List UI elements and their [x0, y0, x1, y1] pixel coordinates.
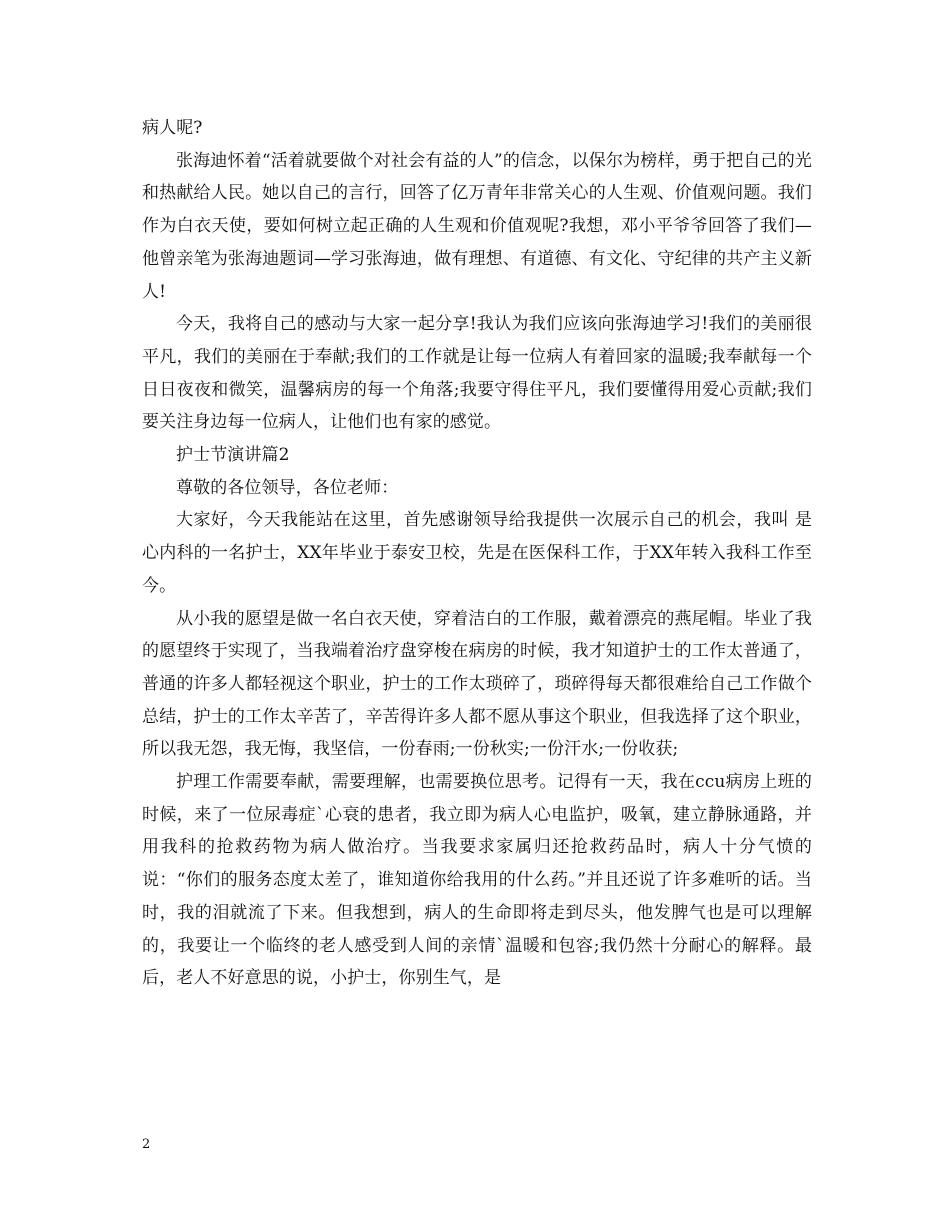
document-body: [142, 112, 812, 995]
salutation: 尊敬的各位领导，各位老师：: [176, 477, 399, 498]
paragraph-nursing-dedication: 护理工作需要奉献，需要理解，也需要换位思考。记得有一天，我在ccu病房上班的时候，来了一位尿毒症`心衰的患者，我立即为病人心电监护，吸氧，建立静脉通路，并用我科的抢救药物为病人做治疗。当我要求家属归还抢救药品时，病人十分气愤的说：“你们的服务态度太差了，谁知道你给我用的什么药。”并且还说了许多难听的话。当时，我的泪就流了下来。但我想到，病人的生命即将走到尽头，他发脾气也是可以理解的，我要让一个临终的老人感受到人间的亲情`温暖和包容;我仍然十分耐心的解释。最后，老人不好意思的说，小护士，你别生气，是: [142, 772, 812, 989]
page-number: 2: [142, 1137, 151, 1152]
paragraph-share-feelings: 今天，我将自己的感动与大家一起分享!我认为我们应该向张海迪学习!我们的美丽很平凡，我们的美丽在于奉献;我们的工作就是让每一位病人有着回家的温暖;我奉献每一个日日夜夜和微笑，温馨病房的每一个角落;我要守得住平凡，我们要懂得用爱心贡献;我们要关注身边每一位病人，让他们也有家的感觉。: [142, 314, 812, 433]
paragraph-continuation: 病人呢?: [142, 118, 203, 138]
paragraph-self-introduction: 大家好，今天我能站在这里，首先感谢领导给我提供一次展示自己的机会，我叫 是心内科的一名护士，XX年毕业于泰安卫校，先是在医保科工作，于XX年转入我科工作至今。: [142, 510, 812, 596]
paragraph-zhang-haidi-belief: 张海迪怀着“活着就要做个对社会有益的人”的信念，以保尔为榜样，勇于把自己的光和热献给人民。她以自己的言行，回答了亿万青年非常关心的人生观、价值观问题。我们作为白衣天使，要如何树立起正确的人生观和价值观呢?我想，邓小平爷爷回答了我们—他曾亲笔为张海迪题词—学习张海迪，做有理想、有道德、有文化、守纪律的共产主义新人!: [142, 150, 812, 302]
section-heading: 护士节演讲篇2: [176, 445, 290, 466]
paragraph-childhood-wish: 从小我的愿望是做一名白衣天使，穿着洁白的工作服，戴着漂亮的燕尾帽。毕业了我的愿望终于实现了，当我端着治疗盘穿梭在病房的时候，我才知道护士的工作太普通了，普通的许多人都轻视这个职业，护士的工作太琐碎了，琐碎得每天都很难给自己工作做个总结，护士的工作太辛苦了，辛苦得许多人都不愿从事这个职业，但我选择了这个职业，所以我无怨，我无悔，我坚信，一份春雨;一份秋实;一份汗水;一份收获;: [142, 608, 812, 760]
